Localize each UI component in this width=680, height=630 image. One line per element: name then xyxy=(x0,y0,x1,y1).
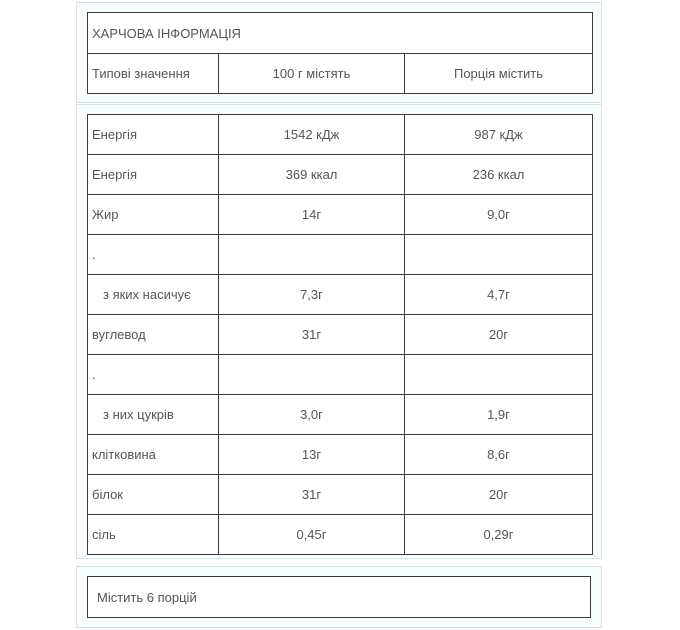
per-portion-value: 1,9г xyxy=(405,395,593,435)
per-portion-value: 236 ккал xyxy=(405,155,593,195)
nutrient-label: Енергія xyxy=(88,155,219,195)
table-row xyxy=(88,275,593,315)
per-100g-value: 3,0г xyxy=(219,395,405,435)
nutrition-title: ХАРЧОВА ІНФОРМАЦІЯ xyxy=(88,13,593,54)
per-portion-value: 987 кДж xyxy=(405,115,593,155)
nutrient-label: клітковина xyxy=(88,435,219,475)
column-header-per-100g: 100 г містять xyxy=(219,54,405,94)
per-100g-value: 7,3г xyxy=(219,275,405,315)
nutrient-label: Жир xyxy=(88,195,219,235)
per-portion-value xyxy=(405,355,593,395)
per-100g-value: 13г xyxy=(219,435,405,475)
per-portion-value: 20г xyxy=(405,475,593,515)
column-header-typical-values: Типові значення xyxy=(88,54,219,94)
per-portion-value: 4,7г xyxy=(405,275,593,315)
nutrient-label: вуглевод xyxy=(88,315,219,355)
table-row xyxy=(88,355,593,395)
column-header-row xyxy=(88,54,593,94)
per-100g-value: 31г xyxy=(219,315,405,355)
per-100g-value xyxy=(219,235,405,275)
per-100g-value: 0,45г xyxy=(219,515,405,555)
per-100g-value: 31г xyxy=(219,475,405,515)
nutrient-label: з яких насичує xyxy=(88,275,219,315)
servings-info: Містить 6 порцій xyxy=(87,576,591,618)
nutrient-label: з них цукрів xyxy=(88,395,219,435)
nutrition-values-table xyxy=(87,114,593,555)
nutrient-label: . xyxy=(88,235,219,275)
table-row xyxy=(88,475,593,515)
table-row xyxy=(88,435,593,475)
column-header-per-portion: Порція містить xyxy=(405,54,593,94)
table-row xyxy=(88,395,593,435)
per-100g-value: 14г xyxy=(219,195,405,235)
table-title-row xyxy=(88,13,593,54)
per-100g-value: 1542 кДж xyxy=(219,115,405,155)
nutrient-label: білок xyxy=(88,475,219,515)
table-row xyxy=(88,115,593,155)
per-portion-value xyxy=(405,235,593,275)
nutrition-header-table xyxy=(87,12,593,94)
nutrient-label: . xyxy=(88,355,219,395)
per-portion-value: 20г xyxy=(405,315,593,355)
table-row xyxy=(88,155,593,195)
table-row xyxy=(88,195,593,235)
nutrient-label: Енергія xyxy=(88,115,219,155)
per-portion-value: 9,0г xyxy=(405,195,593,235)
per-100g-value: 369 ккал xyxy=(219,155,405,195)
nutrient-label: сіль xyxy=(88,515,219,555)
per-100g-value xyxy=(219,355,405,395)
table-row xyxy=(88,515,593,555)
table-row xyxy=(88,235,593,275)
per-portion-value: 8,6г xyxy=(405,435,593,475)
per-portion-value: 0,29г xyxy=(405,515,593,555)
table-row xyxy=(88,315,593,355)
